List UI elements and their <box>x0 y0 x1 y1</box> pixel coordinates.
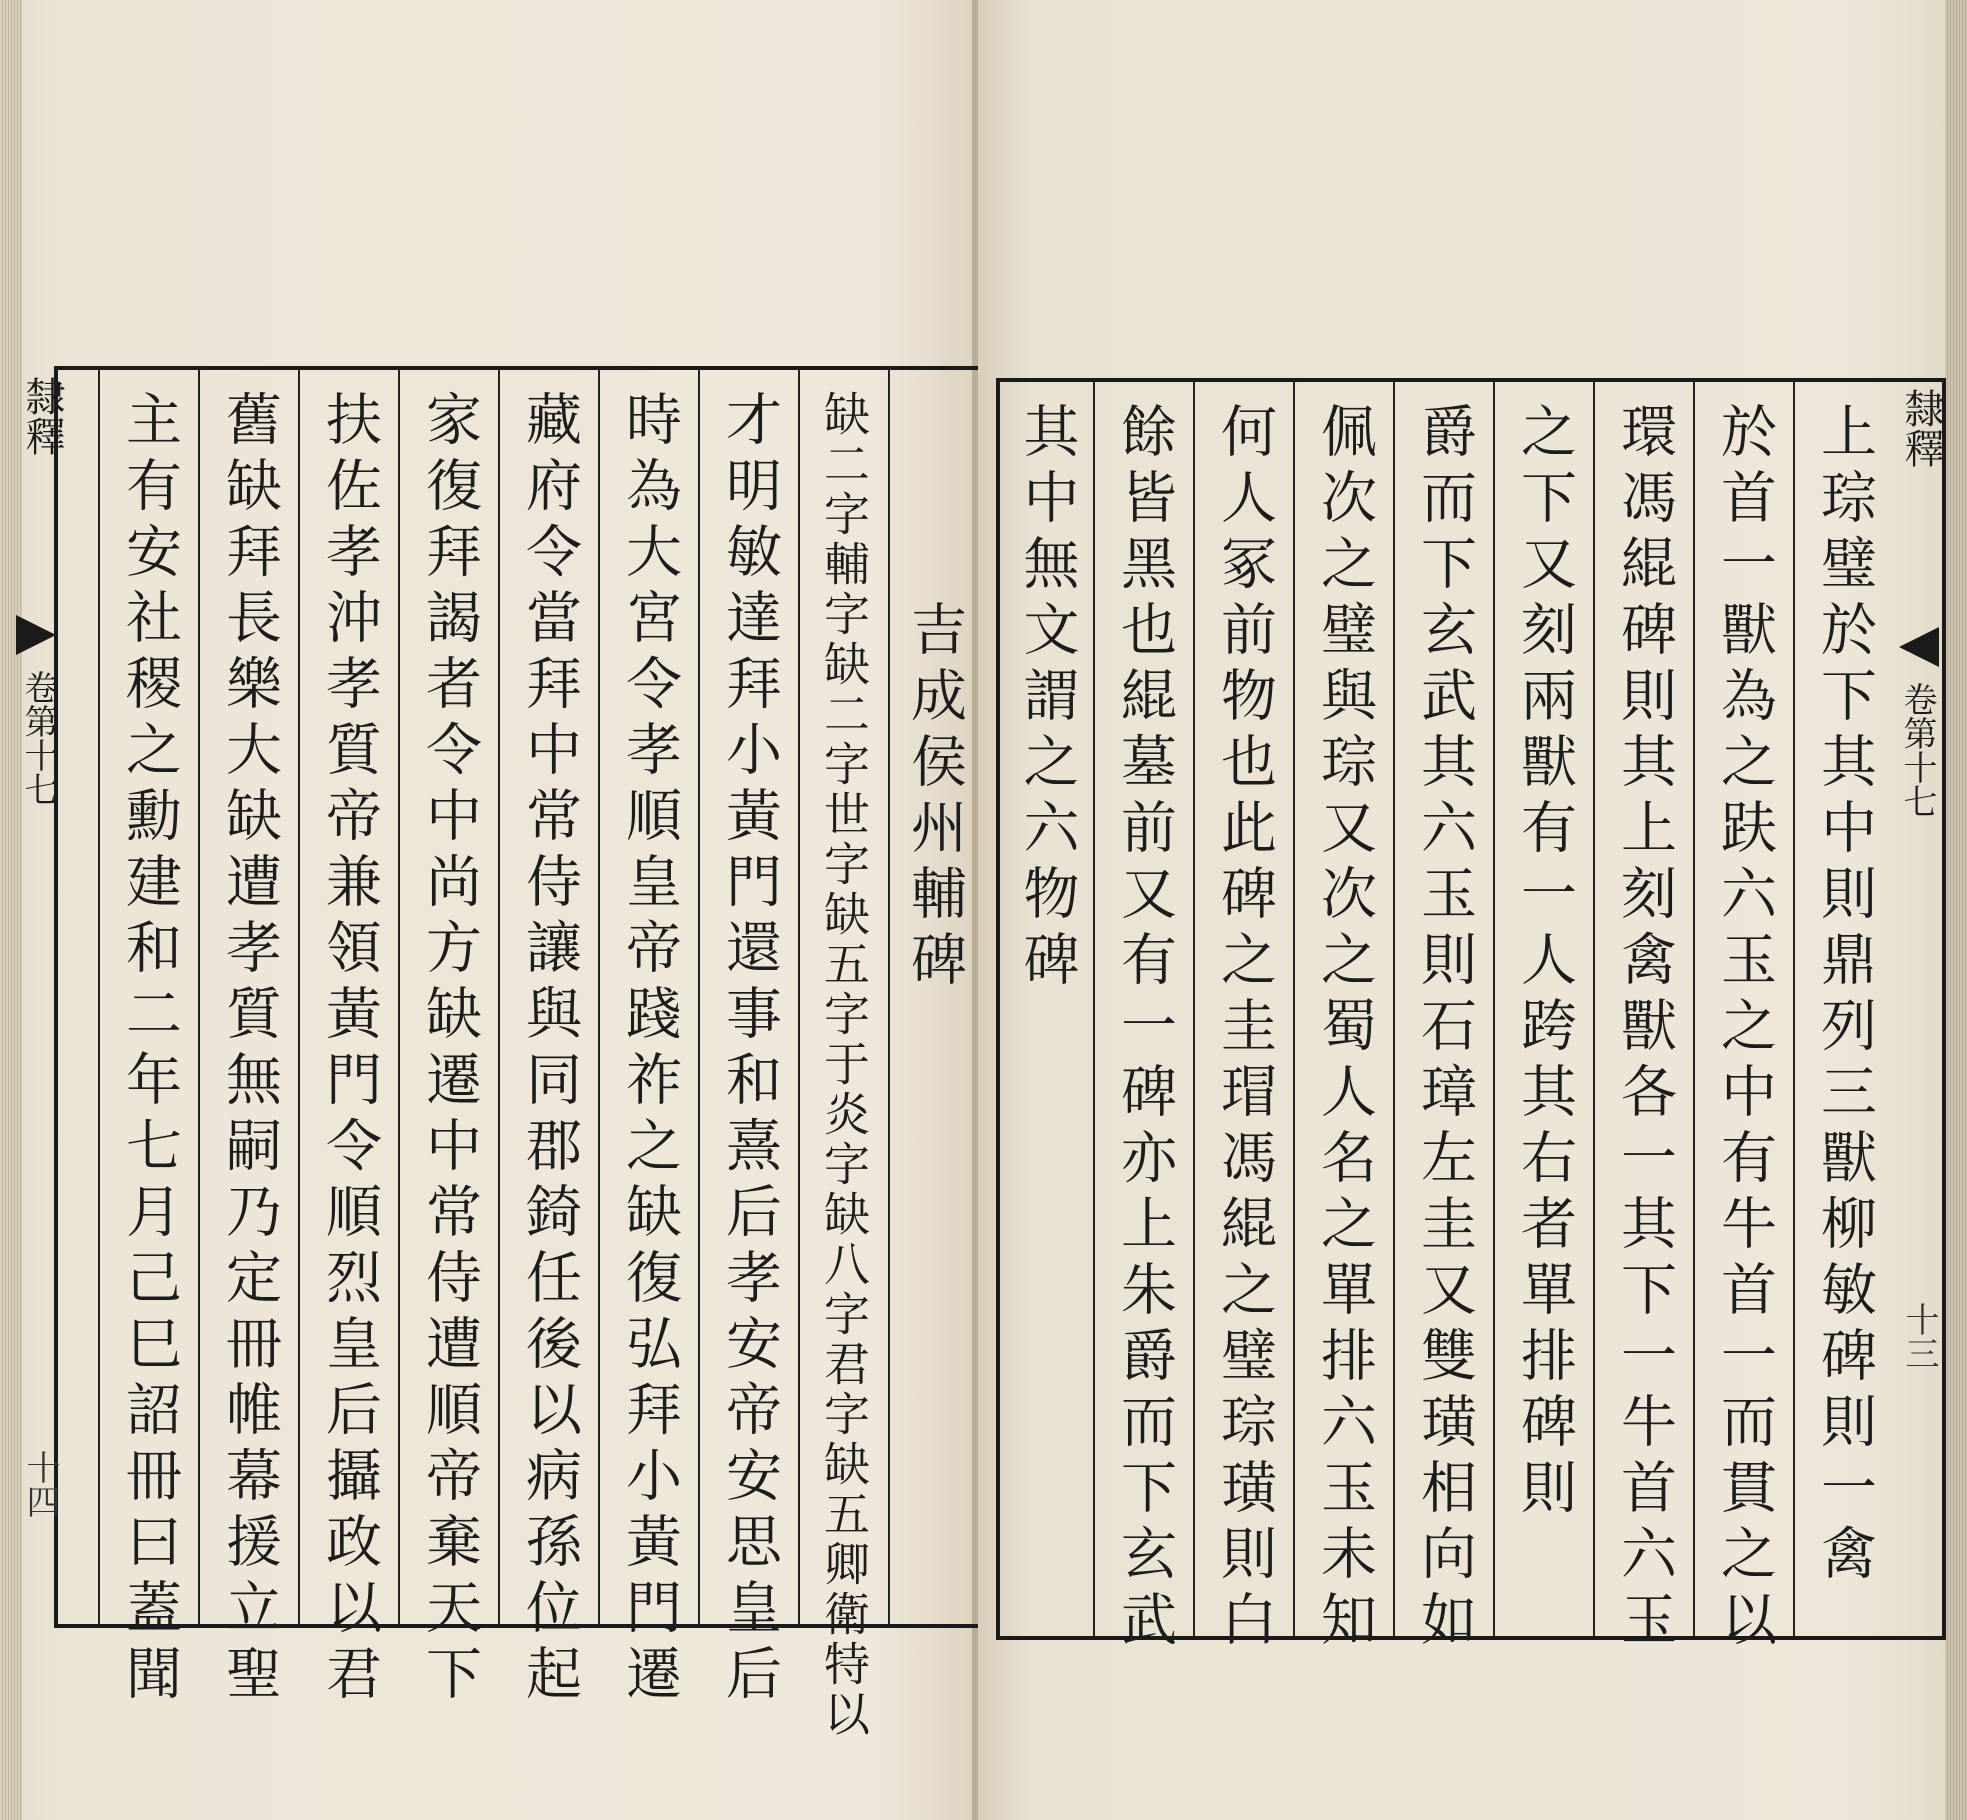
left-col-4-text: 時為大宮令孝順皇帝踐祚之缺復弘拜小黃門遷 <box>617 390 682 1710</box>
right-fold-page-number: 十三 <box>1899 1302 1939 1370</box>
left-col-4 <box>598 370 698 1710</box>
right-fold-title: 隸釋 <box>1898 388 1944 468</box>
left-col-1-title <box>888 370 978 1624</box>
right-col-3-text: 環馮緄碑則其上刻禽獸各一其下一牛首六玉 <box>1612 402 1677 1656</box>
right-text-frame <box>996 378 1946 1656</box>
left-fold-title: 隸釋 <box>19 376 65 456</box>
left-col-6 <box>398 370 498 1710</box>
right-col-4-text: 之下又刻兩獸有一人跨其右者單排碑則 <box>1512 402 1577 1524</box>
left-col-2 <box>798 370 888 1740</box>
right-col-8-text: 餘皆黑也緄墓前又有一碑亦上朱爵而下玄武 <box>1112 402 1177 1656</box>
left-text-frame <box>18 366 978 1740</box>
right-col-8 <box>1093 382 1193 1656</box>
stele-title: 吉成侯州輔碑 <box>902 600 967 996</box>
right-col-6-text: 佩次之璧與琮又次之蜀人名之單排六玉未知 <box>1312 402 1377 1656</box>
right-col-5 <box>1393 382 1493 1656</box>
right-col-6 <box>1293 382 1393 1656</box>
left-col-6-text: 家復拜謁者令中尚方缺遷中常侍遭順帝棄天下 <box>417 390 482 1710</box>
right-col-1 <box>1793 382 1893 1636</box>
left-fold-volume: 卷第十七 <box>18 670 58 806</box>
right-col-2 <box>1693 382 1793 1656</box>
left-col-7-text: 扶佐孝沖孝質帝兼領黃門令順烈皇后攝政以君 <box>317 390 382 1710</box>
left-col-5-text: 藏府令當拜中常侍讓與同郡錡任後以病孫位起 <box>517 390 582 1710</box>
left-fold-margin <box>14 370 65 1632</box>
left-col-8 <box>198 370 298 1710</box>
left-col-3-text: 才明敏達拜小黃門還事和熹后孝安帝安思皇后 <box>717 390 782 1710</box>
left-col-9-text: 主有安社稷之勳建和二年七月己巳詔冊曰蓋聞 <box>117 390 182 1710</box>
left-col-5 <box>498 370 598 1710</box>
left-col-9 <box>98 370 198 1710</box>
right-col-7 <box>1193 382 1293 1656</box>
right-col-4 <box>1493 382 1593 1636</box>
left-fold-page-number: 十四 <box>20 1450 60 1518</box>
right-col-7-text: 何人冢前物也此碑之圭瑁馮緄之璧琮璜則白 <box>1212 402 1277 1656</box>
right-col-9-text: 其中無文謂之六物碑 <box>1014 402 1080 996</box>
fish-tail-mark-icon <box>16 615 56 655</box>
fish-tail-mark-icon <box>1899 627 1939 667</box>
right-col-2-text: 於首一獸為之趺六玉之中有牛首一而貫之以 <box>1712 402 1777 1656</box>
left-col-3 <box>698 370 798 1710</box>
left-col-7 <box>298 370 398 1710</box>
right-fold-volume: 卷第十七 <box>1897 682 1937 818</box>
right-col-5-text: 爵而下玄武其六玉則石璋左圭又雙璜相向如 <box>1412 402 1477 1656</box>
right-col-9 <box>1000 382 1093 1636</box>
right-fold-margin <box>1893 382 1943 1644</box>
right-col-1-text: 上琮璧於下其中則鼎列三獸柳敏碑則一禽 <box>1812 402 1877 1590</box>
left-col-8-text: 舊缺拜長樂大缺遭孝質無嗣乃定冊帷幕援立聖 <box>217 390 282 1710</box>
right-col-3 <box>1593 382 1693 1656</box>
left-col-2-text: 缺二字輔字缺二字世字缺五字于炎字缺八字君字缺五卿衛特以 <box>817 390 871 1740</box>
page-edges-right <box>1945 0 1967 1820</box>
